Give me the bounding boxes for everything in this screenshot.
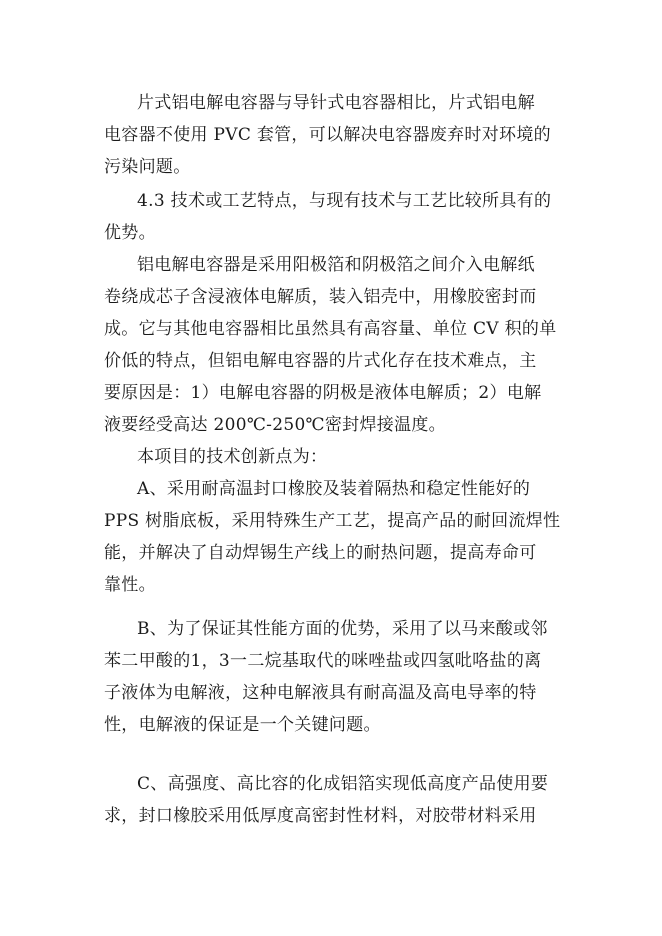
text-line: 能，并解决了自动焊锡生产线上的耐热问题，提高寿命可 xyxy=(104,543,537,563)
text-line: 污染问题。 xyxy=(104,157,191,177)
text-line: 苯二甲酸的1，3一二烷基取代的咪唑盐或四氢吡咯盐的离 xyxy=(104,651,542,671)
list-item-c: C、高强度、高比容的化成铝箔实现低高度产品使用要 xyxy=(137,774,549,794)
section-heading: 4.3 技术或工艺特点，与现有技术与工艺比较所具有的 xyxy=(137,191,552,211)
list-item-a: A、采用耐高温封口橡胶及装着隔热和稳定性能好的 xyxy=(137,479,531,499)
text-line: 本项目的技术创新点为： xyxy=(137,447,328,467)
text-line: 靠性。 xyxy=(104,575,156,595)
text-line: 性，电解液的保证是一个关键问题。 xyxy=(104,715,381,735)
section-heading-continuation: 优势。 xyxy=(104,223,156,243)
text-line: 卷绕成芯子含浸液体电解质，装入铝壳中，用橡胶密封而 xyxy=(104,287,537,307)
text-line: 液要经受高达 200℃-250℃密封焊接温度。 xyxy=(104,415,446,435)
text-line: 要原因是：1）电解电容器的阴极是液体电解质；2）电解 xyxy=(104,383,542,403)
text-line: 片式铝电解电容器与导针式电容器相比，片式铝电解 xyxy=(137,93,535,113)
text-line: 子液体为电解液，这种电解液具有耐高温及高电导率的特 xyxy=(104,683,537,703)
text-line: 铝电解电容器是采用阳极箔和阴极箔之间介入电解纸 xyxy=(137,255,535,275)
text-line: 价低的特点，但铝电解电容器的片式化存在技术难点，主 xyxy=(104,351,537,371)
text-line: 电容器不使用 PVC 套管，可以解决电容器废弃时对环境的 xyxy=(104,125,551,145)
text-line: 求，封口橡胶采用低厚度高密封性材料，对胶带材料采用 xyxy=(104,806,537,826)
list-item-b: B、为了保证其性能方面的优势，采用了以马来酸或邻 xyxy=(137,619,548,639)
text-line: 成。它与其他电容器相比虽然具有高容量、单位 CV 积的单 xyxy=(104,319,557,339)
text-line: PPS 树脂底板，采用特殊生产工艺，提高产品的耐回流焊性 xyxy=(104,511,561,531)
